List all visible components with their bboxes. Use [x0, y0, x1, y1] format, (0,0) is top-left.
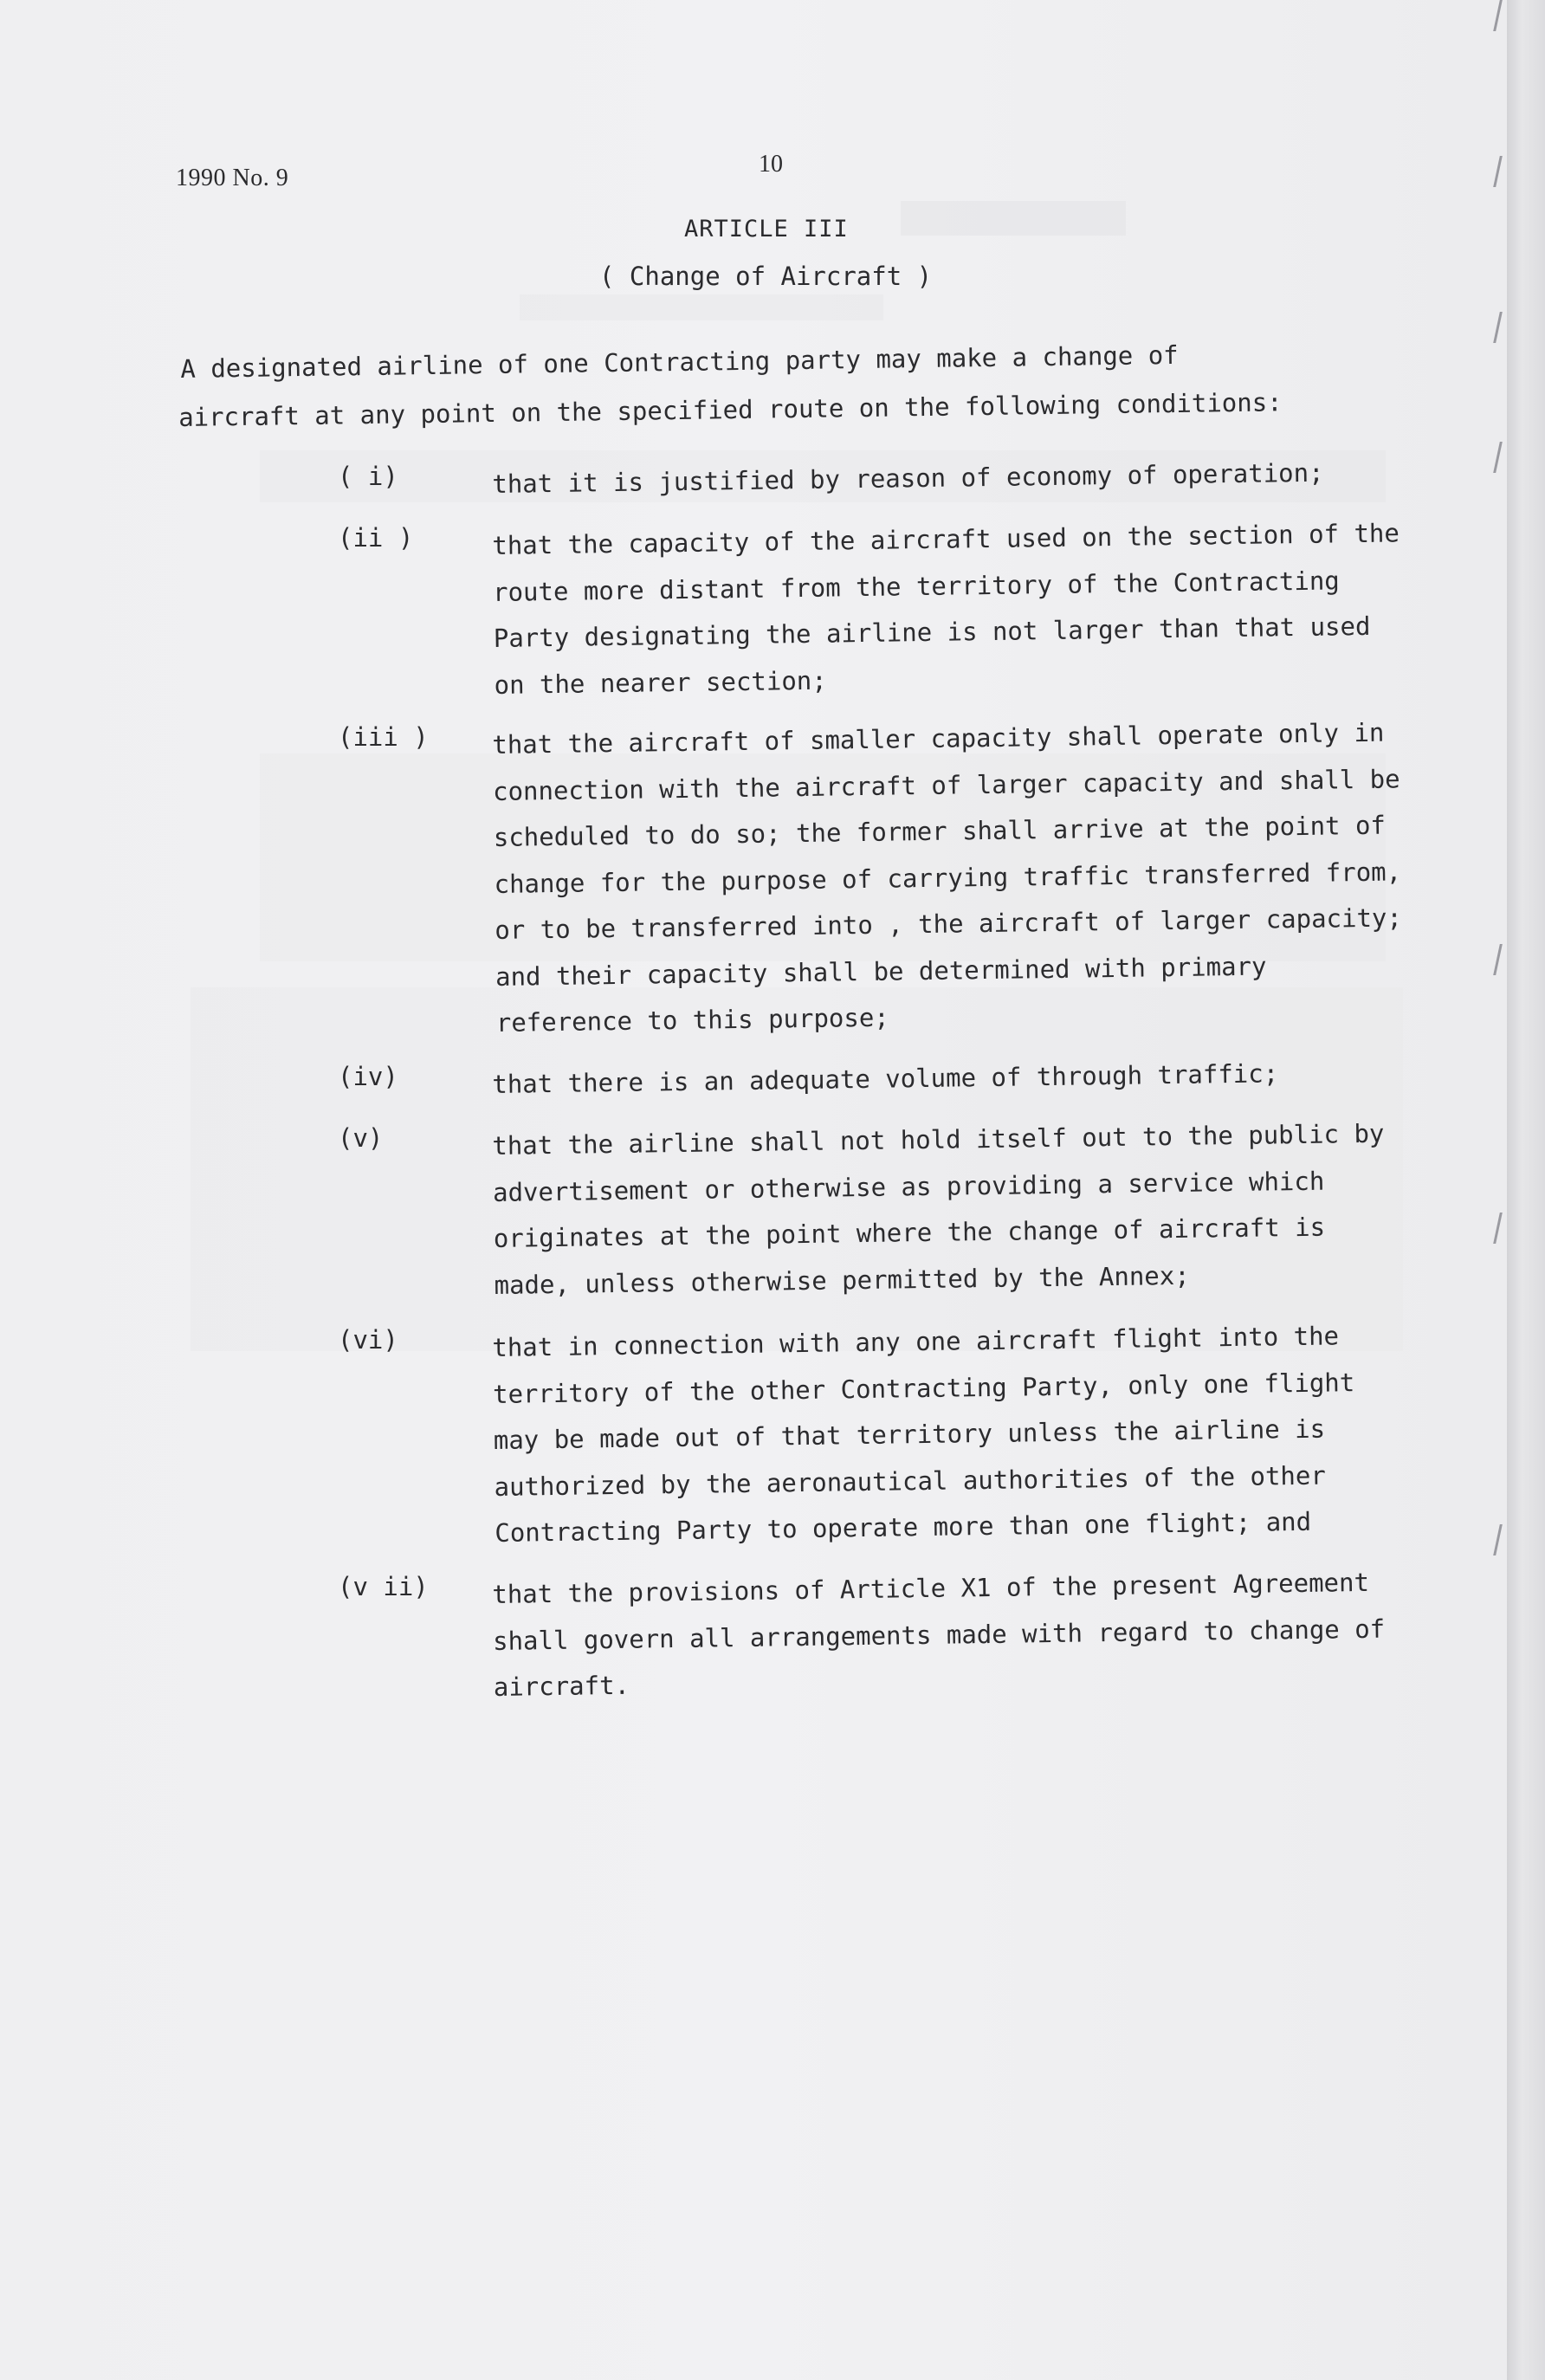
condition-text: that the provisions of Article X1 of the present Agreement shall govern all arrangements made with regard to change of aircraft. — [492, 1567, 1386, 1702]
condition-text: that it is justified by reason of economy of operation; — [492, 457, 1324, 499]
binding-edge — [1507, 0, 1545, 2380]
intro-paragraph — [180, 327, 1393, 442]
intro-line-1: A designated airline of one Contracting party may make a change of — [180, 340, 1179, 384]
show-through-smudge — [901, 201, 1126, 236]
condition-text: that there is an adequate volume of through traffic; — [492, 1058, 1279, 1099]
condition-label: (ii ) — [338, 523, 414, 553]
condition-text: that in connection with any one aircraft flight into the territory of the other Contracting Party, only one flight may be made out of that territory unless the airline is authorized by the aeronautical authorities of the other Contracting Party to operate more than one flight; and — [492, 1321, 1355, 1548]
header-year-number: 1990 No. 9 — [176, 165, 289, 191]
condition-label: (vi) — [338, 1325, 398, 1355]
article-subtitle: ( Change of Aircraft ) — [599, 262, 933, 291]
condition-text: that the airline shall not hold itself out to the public by advertisement or otherwise as providing a service which originates at the point where the change of aircraft is made, unless otherwise permitted by the Annex; — [492, 1118, 1385, 1300]
condition-label: (iv) — [338, 1062, 398, 1091]
intro-line-2: aircraft at any point on the specified route on the following conditions: — [178, 387, 1283, 433]
article-title: ARTICLE III — [684, 216, 849, 243]
condition-text: that the capacity of the aircraft used on the section of the route more distant from the territory of the Contracting Party designating the airline is not larger than that used on the nearer section; — [492, 518, 1400, 700]
condition-label: (v ii) — [338, 1572, 429, 1601]
show-through-smudge — [520, 294, 883, 320]
condition-label: ( i) — [338, 462, 398, 491]
condition-label: (v) — [338, 1123, 384, 1153]
page-number: 10 — [759, 151, 783, 178]
condition-label: (iii ) — [338, 722, 429, 752]
condition-text: that the aircraft of smaller capacity shall operate only in connection with the aircraft of larger capacity and shall be scheduled to do so; the former shall arrive at the point of change for the purpose of carrying traffic transferred from, or to be transferred into , the aircraft of larger capacity; and their capacity shall be determined with primary reference to this purpose; — [492, 717, 1403, 1038]
